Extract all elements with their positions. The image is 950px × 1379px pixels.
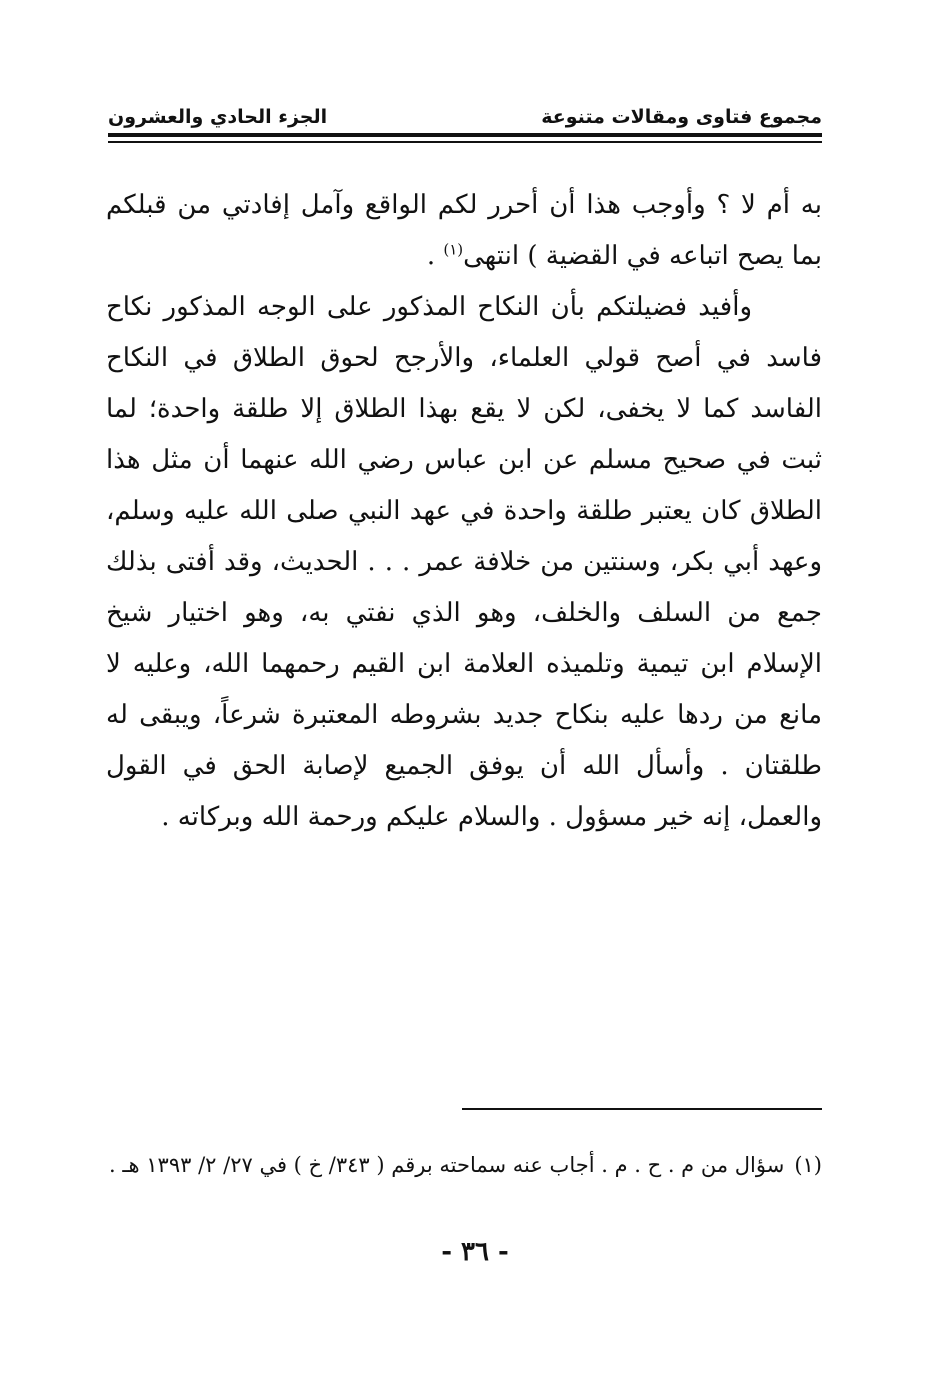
- footnote-number: (١): [794, 1153, 822, 1177]
- footnote-marker: (١): [443, 240, 464, 259]
- page-number: - ٣٦ -: [441, 1237, 509, 1267]
- footnote: [106, 1145, 822, 1185]
- paragraph-2: وأفيد فضيلتكم بأن النكاح المذكور على الوجه المذكور نكاح فاسد في أصح قولي العلماء، والأرجح لحوق الطلاق في النكاح الفاسد كما لا يخفى، لكن لا يقع بهذا الطلاق إلا طلقة واحدة؛ لما ثبت في صحيح مسلم عن ابن عباس رضي الله عنهما أن مثل هذا الطلاق كان يعتبر طلقة واحدة في عهد النبي صلى الله عليه وسلم، وعهد أبي بكر، وسنتين من خلافة عمر . . . الحديث، وقد أفتى بذلك جمع من السلف والخلف، وهو الذي نفتي به، وهو اختيار شيخ الإسلام ابن تيمية وتلميذه العلامة ابن القيم رحمهما الله، وعليه لا مانع من ردها عليه بنكاح جديد بشروطه المعتبرة شرعاً، ويبقى له طلقتان . وأسأل الله أن يوفق الجميع لإصابة الحق في القول والعمل، إنه خير مسؤول . والسلام عليكم ورحمة الله وبركاته .: [106, 292, 822, 832]
- header-volume-title: الجزء الحادي والعشرون: [108, 106, 328, 128]
- paragraph-1-end: .: [426, 241, 444, 271]
- header-rule-thin: [108, 141, 822, 143]
- footnote-separator: [462, 1108, 822, 1110]
- paragraph-1: [106, 180, 822, 282]
- paragraph-1-text: به أم لا ؟ وأوجب هذا أن أحرر لكم الواقع وآمل إفادتي من قبلكم بما يصح اتباعه في القضية ) انتهى: [106, 190, 822, 271]
- running-header: [108, 98, 822, 128]
- footnote-text: سؤال من م . ح . م . أجاب عنه سماحته برقم ( ٣٤٣/ خ ) في ٢٧/ ٢/ ١٣٩٣ هـ .: [109, 1153, 785, 1177]
- header-book-title: مجموع فتاوى ومقالات متنوعة: [541, 106, 822, 128]
- header-rule-thick: [108, 133, 822, 137]
- main-text: [106, 180, 822, 843]
